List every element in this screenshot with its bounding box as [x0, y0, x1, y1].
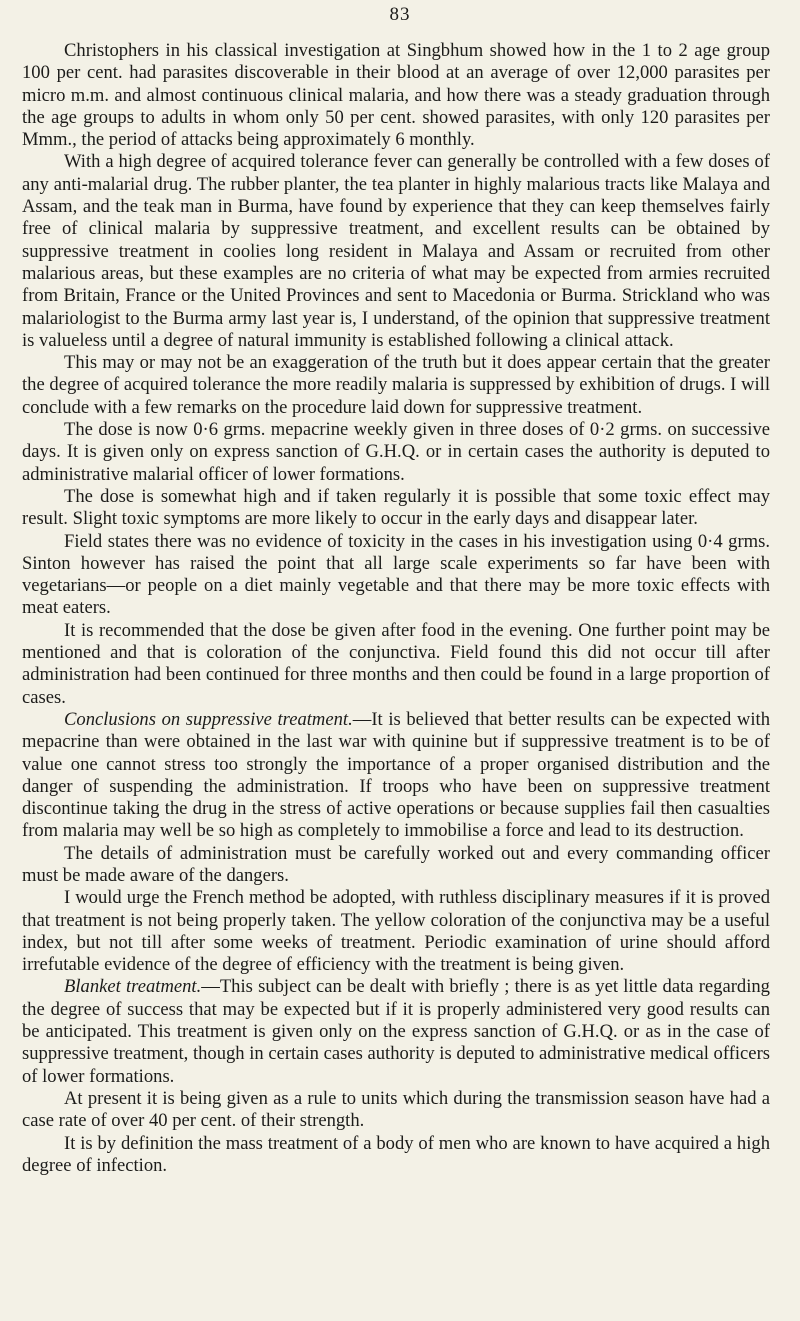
paragraph-definition: It is by definition the mass treatment of a body of men who are known to have acquired a high degree of infection. — [22, 1132, 770, 1176]
body-text — [22, 40, 770, 1177]
paragraph-french-method: I would urge the French method be adopted, with ruthless disciplinary measures if it is proved that treatment is not being properly taken. The yellow coloration of the conjunctiva may be a useful index, but not till after some weeks of treatment. Periodic examination of urine should afford irrefutable evidence of the degree of efficiency with the treatment is being given. — [22, 887, 770, 976]
paragraph-at-present: At present it is being given as a rule to units which during the transmission season have had a case rate of over 40 per cent. of their strength. — [22, 1087, 770, 1132]
paragraph-acquired-tolerance: With a high degree of acquired tolerance fever can generally be controlled with a few doses of any anti-malarial drug. The rubber planter, the tea planter in highly malarious tracts like Malaya and Assam, and the teak man in Burma, have found by experience that they can keep themselves fairly free of clinical malaria by suppressive treatment, and excellent results can be obtained by suppressive treatment in coolies long resident in Malaya and Assam or recruited from other malarious areas, but these examples are no criteria of what may be expected from armies recruited from Britain, France or the United Provinces and sent to Macedonia or Burma. Strickland who was malariologist to the Burma army last year is, I understand, of the opinion that suppressive treatment is valueless until a degree of natural immunity is established following a clinical attack. — [22, 151, 770, 351]
paragraph-field-toxicity: Field states there was no evidence of toxicity in the cases in his investigation using 0·4 grms. Sinton however has raised the point that all large scale experiments so far have been with vegetarians—or people on a diet mainly vegetable and that there may be more toxic effects with meat eaters. — [22, 530, 770, 619]
page-number: 83 — [389, 4, 411, 25]
paragraph-blanket-treatment — [22, 976, 770, 1087]
heading-conclusions: Conclusions on suppressive treatment. — [64, 708, 353, 730]
paragraph-blanket-treatment-text: —This subject can be dealt with briefly ; there is as yet little data regarding the degree of success that may be expected but if it is properly administered very good results can be anticipated. This treatment is given only on the express sanction of G.H.Q. or as in the case of suppressive treatment, though in certain cases authority is deputed to administrative medical officers of lower formations. — [22, 976, 770, 1087]
paragraph-dose: The dose is now 0·6 grms. mepacrine weekly given in three doses of 0·2 grms. on successive days. It is given only on express sanction of G.H.Q. or in certain cases the authority is deputed to administrative malarial officer of lower formations. — [22, 419, 770, 485]
heading-blanket-treatment: Blanket treatment. — [64, 976, 202, 998]
paragraph-administration-details: The details of administration must be carefully worked out and every commanding officer must be made aware of the dangers. — [22, 842, 770, 886]
paragraph-conclusions-text: —It is believed that better results can be expected with mepacrine than were obtained in the last war with quinine but if suppressive treatment is to be of value one cannot stress too strongly the importance of a proper organised distribution and the danger of suspending the administration. If troops who have been on suppressive treatment discontinue taking the drug in the stress of active operations or because supplies fail then casualties from malaria may well be so high as completely to immobilise a force and lead to its destruction. — [22, 708, 770, 842]
paragraph-exaggeration: This may or may not be an exaggeration of the truth but it does appear certain that the greater the degree of acquired tolerance the more readily malaria is suppressed by exhibition of drugs. I will conclude with a few remarks on the procedure laid down for suppressive treatment. — [22, 352, 770, 418]
paragraph-toxic-effect: The dose is somewhat high and if taken regularly it is possible that some toxic effect may result. Slight toxic symptoms are more likely to occur in the early days and disappear later. — [22, 485, 770, 530]
paragraph-after-food: It is recommended that the dose be given after food in the evening. One further point may be mentioned and that is coloration of the conjunctiva. Field found this did not occur till after administration had been continued for three months and then could be found in a large proportion of cases. — [22, 619, 770, 708]
paragraph-conclusions — [22, 709, 770, 843]
paragraph-christophers: Christophers in his classical investigation at Singbhum showed how in the 1 to 2 age group 100 per cent. had parasites discoverable in their blood at an average of over 12,000 parasites per micro m.m. and almost continuous clinical malaria, and how there was a steady graduation through the age groups to adults in whom only 50 per cent. showed parasites, with only 120 parasites per Mmm., the period of attacks being approximately 6 monthly. — [22, 40, 770, 151]
